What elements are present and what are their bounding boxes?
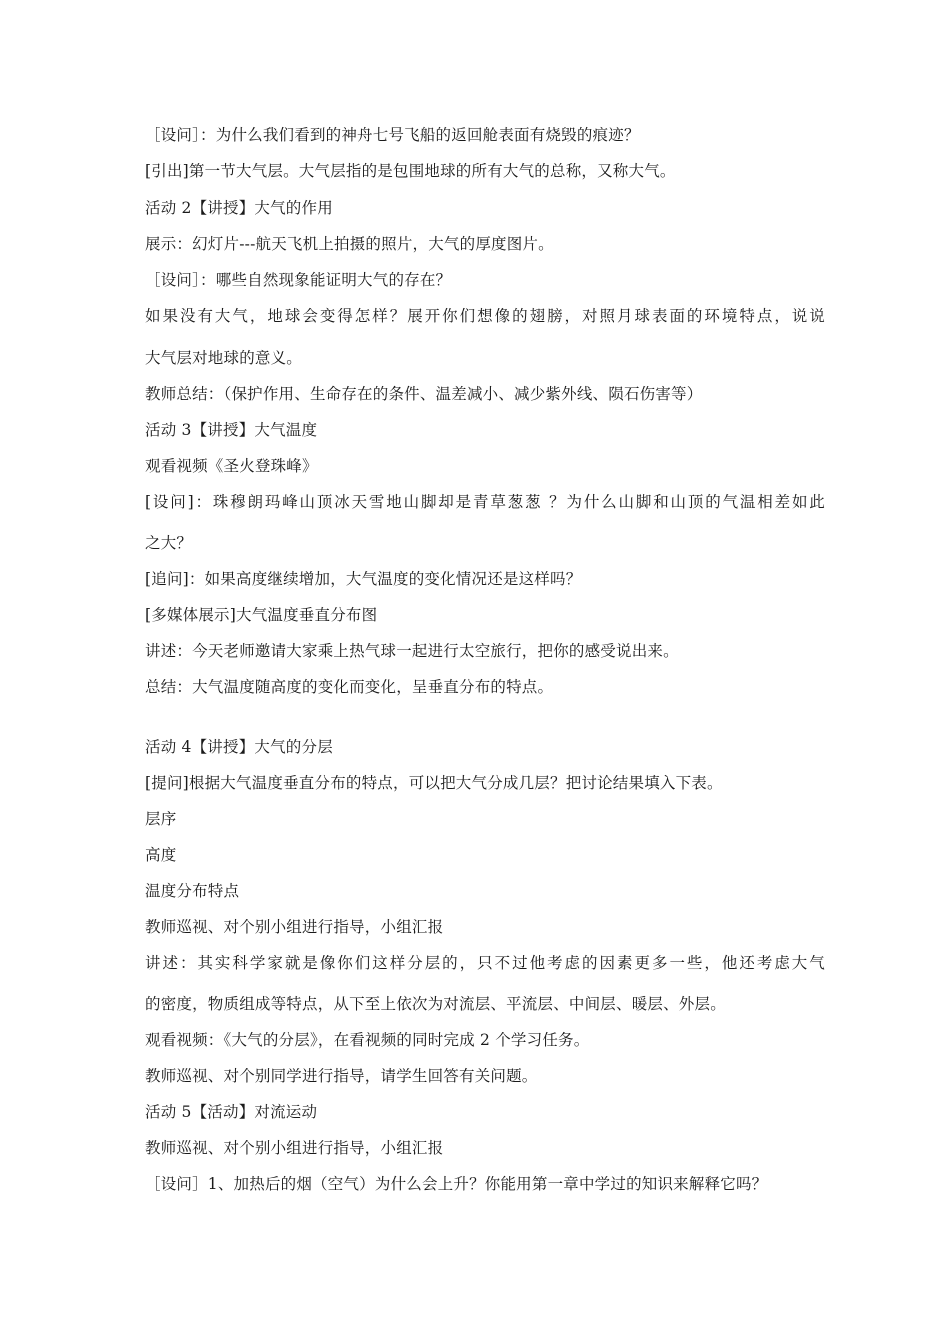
- text-line: [多媒体展示]大气温度垂直分布图: [145, 606, 378, 624]
- text-line: 教师巡视、对个别小组进行指导，小组汇报: [145, 1139, 444, 1157]
- text-line: 讲述：其实科学家就是像你们这样分层的，只不过他考虑的因素更多一些，他还考虑大气: [145, 954, 825, 972]
- text-line: 的密度，物质组成等特点，从下至上依次为对流层、平流层、中间层、暖层、外层。: [145, 995, 726, 1013]
- text-line: 讲述：今天老师邀请大家乘上热气球一起进行太空旅行，把你的感受说出来。: [145, 642, 679, 660]
- text-line: 如果没有大气，地球会变得怎样？展开你们想像的翅膀，对照月球表面的环境特点，说说: [145, 307, 825, 325]
- text-line: 教师总结：（保护作用、生命存在的条件、温差减小、减少紫外线、陨石伤害等）: [145, 385, 703, 403]
- text-line: 教师巡视、对个别同学进行指导，请学生回答有关问题。: [145, 1067, 538, 1085]
- section-heading: 活动 2【讲授】大气的作用: [145, 199, 333, 217]
- text-line: ［设问］：哪些自然现象能证明大气的存在？: [145, 271, 452, 289]
- text-line: ［设问］：为什么我们看到的神舟七号飞船的返回舱表面有烧毁的痕迹？: [145, 126, 640, 144]
- text-line: [设问]：珠穆朗玛峰山顶冰天雪地山脚却是青草葱葱 ？为什么山脚和山顶的气温相差如此: [145, 493, 825, 511]
- table-header-item: 温度分布特点: [145, 882, 240, 900]
- section-heading: 活动 3【讲授】大气温度: [145, 421, 318, 439]
- section-heading: 活动 4【讲授】大气的分层: [145, 738, 333, 756]
- text-line: 大气层对地球的意义。: [145, 349, 303, 367]
- text-line: ［设问］1、加热后的烟（空气）为什么会上升？你能用第一章中学过的知识来解释它吗？: [145, 1175, 768, 1193]
- text-line: 观看视频《圣火登珠峰》: [145, 457, 318, 475]
- table-header-item: 层序: [145, 810, 177, 828]
- text-line: [提问]根据大气温度垂直分布的特点，可以把大气分成几层？把讨论结果填入下表。: [145, 774, 723, 792]
- text-line: 观看视频：《大气的分层》，在看视频的同时完成 2 个学习任务。: [145, 1031, 590, 1049]
- text-line: 教师巡视、对个别小组进行指导，小组汇报: [145, 918, 444, 936]
- text-line: 之大？: [145, 534, 193, 552]
- text-line: 展示：幻灯片---航天飞机上拍摄的照片，大气的厚度图片。: [145, 235, 554, 253]
- text-line: 总结：大气温度随高度的变化而变化，呈垂直分布的特点。: [145, 678, 554, 696]
- text-line: [追问]：如果高度继续增加，大气温度的变化情况还是这样吗？: [145, 570, 582, 588]
- table-header-item: 高度: [145, 846, 177, 864]
- section-heading: 活动 5【活动】对流运动: [145, 1103, 318, 1121]
- text-line: [引出]第一节大气层。大气层指的是包围地球的所有大气的总称，又称大气。: [145, 162, 676, 180]
